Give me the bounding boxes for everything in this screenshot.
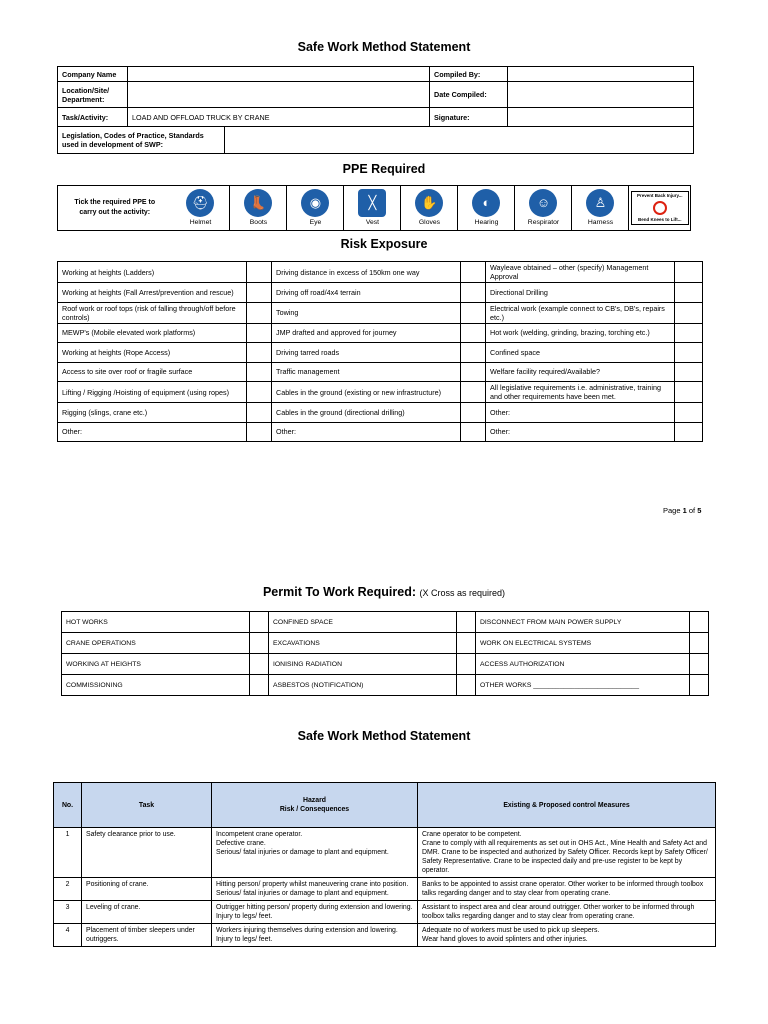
risk-checkbox[interactable] bbox=[675, 382, 703, 403]
harness-icon: ♙ bbox=[586, 189, 614, 217]
permit-item: CRANE OPERATIONS bbox=[62, 633, 250, 654]
ppe-item-vest[interactable] bbox=[343, 186, 400, 230]
risk-checkbox[interactable] bbox=[461, 382, 486, 403]
risk-checkbox[interactable] bbox=[675, 362, 703, 382]
row-task: Safety clearance prior to use. bbox=[82, 828, 212, 878]
permit-item: WORKING AT HEIGHTS bbox=[62, 654, 250, 675]
hazard-line: Workers injuring themselves during extension and lowering. bbox=[216, 927, 398, 934]
col-task-header: Task bbox=[82, 783, 212, 828]
ppe-panel bbox=[57, 185, 691, 231]
control-line: Crane to comply with all requirements as set out in OHS Act., Mine Health and Safety Act and DMR. Crane to be inspected and authorized by Safety Officer. Records kept by Safety Officer/ Safety Representative. Crane to be inspected daily and pre-use register to be kept by operator. bbox=[422, 840, 708, 874]
risk-checkbox[interactable] bbox=[461, 422, 486, 442]
header-fields-table bbox=[57, 66, 694, 127]
risk-item: Cables in the ground (directional drilling) bbox=[272, 403, 461, 423]
col-controls-header: Existing & Proposed control Measures bbox=[418, 783, 716, 828]
risk-row bbox=[58, 343, 703, 363]
risk-row bbox=[58, 382, 703, 403]
ppe-item-label: Boots bbox=[249, 219, 268, 226]
risk-checkbox[interactable] bbox=[675, 283, 703, 303]
helmet-icon: ⛑ bbox=[186, 189, 214, 217]
date-compiled-field[interactable] bbox=[508, 82, 694, 108]
ppe-item-boots[interactable] bbox=[229, 186, 286, 230]
risk-item: Electrical work (example connect to CB's, DB's, repairs etc.) bbox=[486, 302, 675, 323]
page-total: 5 bbox=[697, 506, 702, 515]
row-hazard bbox=[212, 901, 418, 924]
risk-checkbox[interactable] bbox=[461, 362, 486, 382]
risk-checkbox[interactable] bbox=[675, 323, 703, 343]
ppe-items bbox=[171, 186, 628, 230]
permit-checkbox[interactable] bbox=[690, 654, 709, 675]
row-controls bbox=[418, 924, 716, 947]
signature-field[interactable] bbox=[508, 108, 694, 127]
permit-checkbox[interactable] bbox=[457, 654, 476, 675]
back-sign-top: Prevent Back Injury... bbox=[637, 193, 683, 198]
table-row bbox=[54, 828, 716, 878]
risk-item: Lifting / Rigging /Hoisting of equipment (using ropes) bbox=[58, 382, 247, 403]
permit-checkbox[interactable] bbox=[690, 612, 709, 633]
page-of: of bbox=[686, 506, 698, 515]
permit-item: COMMISSIONING bbox=[62, 675, 250, 696]
ppe-item-respirator[interactable] bbox=[514, 186, 571, 230]
row-controls bbox=[418, 828, 716, 878]
row-hazard bbox=[212, 878, 418, 901]
permit-checkbox[interactable] bbox=[457, 633, 476, 654]
risk-checkbox[interactable] bbox=[461, 343, 486, 363]
location-label: Location/Site/ Department: bbox=[58, 82, 128, 108]
permit-item: HOT WORKS bbox=[62, 612, 250, 633]
permit-checkbox[interactable] bbox=[457, 612, 476, 633]
risk-checkbox[interactable] bbox=[247, 362, 272, 382]
risk-item: Other: bbox=[272, 422, 461, 442]
risk-checkbox[interactable] bbox=[461, 262, 486, 283]
risk-checkbox[interactable] bbox=[247, 422, 272, 442]
permit-note: (X Cross as required) bbox=[419, 588, 506, 598]
risk-checkbox[interactable] bbox=[247, 403, 272, 423]
risk-row bbox=[58, 323, 703, 343]
row-number: 2 bbox=[54, 878, 82, 901]
company-name-field[interactable] bbox=[128, 67, 430, 82]
row-number: 3 bbox=[54, 901, 82, 924]
permit-checkbox[interactable] bbox=[250, 633, 269, 654]
back-sign-bottom: Bend Knees to Lift... bbox=[637, 217, 682, 222]
risk-checkbox[interactable] bbox=[675, 403, 703, 423]
compiled-by-label: Compiled By: bbox=[430, 67, 508, 82]
row-task: Positioning of crane. bbox=[82, 878, 212, 901]
permit-row bbox=[62, 633, 709, 654]
risk-row bbox=[58, 283, 703, 303]
row-number: 4 bbox=[54, 924, 82, 947]
back-injury-sign bbox=[628, 186, 690, 230]
ppe-item-label: Vest bbox=[365, 219, 380, 226]
risk-row bbox=[58, 262, 703, 283]
page-number bbox=[663, 506, 701, 515]
risk-item: Working at heights (Fall Arrest/prevention and rescue) bbox=[58, 283, 247, 303]
risk-checkbox[interactable] bbox=[247, 343, 272, 363]
table-row bbox=[54, 878, 716, 901]
risk-checkbox[interactable] bbox=[461, 323, 486, 343]
permit-item: IONISING RADIATION bbox=[269, 654, 457, 675]
hazard-line: Incompetent crane operator. bbox=[216, 831, 303, 838]
risk-checkbox[interactable] bbox=[247, 382, 272, 403]
risk-item: Towing bbox=[272, 302, 461, 323]
hazard-header-line1: Hazard bbox=[303, 797, 326, 804]
hazard-line: Injury to legs/ feet. bbox=[216, 936, 273, 943]
risk-item: Access to site over roof or fragile surface bbox=[58, 362, 247, 382]
control-line: Wear hand gloves to avoid splinters and other injuries. bbox=[422, 936, 588, 943]
permit-item: DISCONNECT FROM MAIN POWER SUPPLY bbox=[476, 612, 690, 633]
hazard-line: Outrigger hitting person/ property during extension and lowering. bbox=[216, 904, 413, 911]
risk-row bbox=[58, 302, 703, 323]
table-row bbox=[54, 924, 716, 947]
risk-item: Other: bbox=[58, 422, 247, 442]
risk-item: Hot work (welding, grinding, brazing, torching etc.) bbox=[486, 323, 675, 343]
risk-checkbox[interactable] bbox=[675, 422, 703, 442]
ppe-item-eye[interactable] bbox=[286, 186, 343, 230]
hazard-line: Serious/ fatal injuries or damage to plant and equipment. bbox=[216, 890, 389, 897]
permit-checkbox[interactable] bbox=[250, 675, 269, 696]
control-line: Adequate no of workers must be used to pick up sleepers. bbox=[422, 927, 600, 934]
page-title: Safe Work Method Statement bbox=[297, 40, 471, 54]
risk-checkbox[interactable] bbox=[675, 262, 703, 283]
permit-row bbox=[62, 675, 709, 696]
ppe-item-label: Helmet bbox=[189, 219, 212, 226]
risk-checkbox[interactable] bbox=[675, 302, 703, 323]
permit-item: ACCESS AUTHORIZATION bbox=[476, 654, 690, 675]
risk-checkbox[interactable] bbox=[247, 302, 272, 323]
risk-item: Driving distance in excess of 150km one way bbox=[272, 262, 461, 283]
risk-item: Confined space bbox=[486, 343, 675, 363]
page-current: 1 bbox=[682, 506, 687, 515]
risk-row bbox=[58, 422, 703, 442]
risk-item: Directional Drilling bbox=[486, 283, 675, 303]
ppe-item-label: Respirator bbox=[527, 219, 560, 226]
boots-icon: 👢 bbox=[244, 189, 272, 217]
row-task: Placement of timber sleepers under outriggers. bbox=[82, 924, 212, 947]
risk-item: All legislative requirements i.e. administrative, training and other requirements have been met. bbox=[486, 382, 675, 403]
ppe-instruction: Tick the required PPE to carry out the activity: bbox=[74, 199, 156, 216]
ppe-item-hearing[interactable] bbox=[457, 186, 514, 230]
risk-item: Rigging (slings, crane etc.) bbox=[58, 403, 247, 423]
ppe-item-label: Eye bbox=[309, 219, 322, 226]
permit-table bbox=[61, 611, 709, 696]
risk-item: Driving tarred roads bbox=[272, 343, 461, 363]
table-row bbox=[54, 901, 716, 924]
row-task: Leveling of crane. bbox=[82, 901, 212, 924]
permit-checkbox[interactable] bbox=[690, 675, 709, 696]
risk-checkbox[interactable] bbox=[247, 283, 272, 303]
ear-protection-icon: ◐ bbox=[472, 189, 500, 217]
risk-checkbox[interactable] bbox=[461, 403, 486, 423]
page-prefix: Page bbox=[663, 506, 683, 515]
risk-item: Welfare facility required/Available? bbox=[486, 362, 675, 382]
risk-title: Risk Exposure bbox=[340, 237, 428, 251]
vest-icon: ╳ bbox=[358, 189, 386, 217]
permit-row bbox=[62, 612, 709, 633]
company-name-label: Company Name bbox=[58, 67, 128, 82]
task-activity-value: LOAD AND OFFLOAD TRUCK BY CRANE bbox=[128, 108, 430, 127]
permit-checkbox[interactable] bbox=[690, 633, 709, 654]
permit-checkbox[interactable] bbox=[250, 654, 269, 675]
control-line: Banks to be appointed to assist crane operator. Other worker to be informed through toolbox talks regarding danger and to stay clear from operating crane. bbox=[422, 881, 704, 897]
permit-item: OTHER WORKS ____________________________ bbox=[476, 675, 690, 696]
risk-checkbox[interactable] bbox=[675, 343, 703, 363]
hazard-line: Defective crane. bbox=[216, 840, 266, 847]
legislation-field[interactable] bbox=[225, 127, 694, 154]
sws-title: Safe Work Method Statement bbox=[297, 729, 471, 743]
ppe-item-label: Harness bbox=[587, 219, 614, 226]
permit-item: WORK ON ELECTRICAL SYSTEMS bbox=[476, 633, 690, 654]
risk-item: Driving off road/4x4 terrain bbox=[272, 283, 461, 303]
signature-label: Signature: bbox=[430, 108, 508, 127]
risk-row bbox=[58, 403, 703, 423]
control-line: Crane operator to be competent. bbox=[422, 831, 522, 838]
ppe-item-harness[interactable] bbox=[571, 186, 628, 230]
risk-checkbox[interactable] bbox=[461, 302, 486, 323]
permit-item: EXCAVATIONS bbox=[269, 633, 457, 654]
ppe-item-helmet[interactable] bbox=[171, 186, 229, 230]
row-controls bbox=[418, 901, 716, 924]
risk-item: Other: bbox=[486, 403, 675, 423]
ppe-item-label: Gloves bbox=[418, 219, 441, 226]
permit-checkbox[interactable] bbox=[457, 675, 476, 696]
ppe-item-gloves[interactable] bbox=[400, 186, 457, 230]
control-line: Assistant to inspect area and clear around outrigger. Other worker to be informed through toolbox talks regarding danger and to stay clear from operating crane. bbox=[422, 904, 695, 920]
legislation-table bbox=[57, 126, 694, 154]
goggles-icon: ◉ bbox=[301, 189, 329, 217]
risk-exposure-table bbox=[57, 261, 703, 442]
gloves-icon: ✋ bbox=[415, 189, 443, 217]
row-number: 1 bbox=[54, 828, 82, 878]
permit-item: ASBESTOS (NOTIFICATION) bbox=[269, 675, 457, 696]
risk-checkbox[interactable] bbox=[247, 323, 272, 343]
compiled-by-field[interactable] bbox=[508, 67, 694, 82]
risk-item: Wayleave obtained – other (specify) Management Approval bbox=[486, 262, 675, 283]
risk-item: Cables in the ground (existing or new infrastructure) bbox=[272, 382, 461, 403]
ppe-title: PPE Required bbox=[342, 162, 426, 176]
permit-row bbox=[62, 654, 709, 675]
risk-item: Roof work or roof tops (risk of falling through/off before controls) bbox=[58, 302, 247, 323]
risk-checkbox[interactable] bbox=[247, 262, 272, 283]
risk-checkbox[interactable] bbox=[461, 283, 486, 303]
risk-item: Working at heights (Rope Access) bbox=[58, 343, 247, 363]
permit-item: CONFINED SPACE bbox=[269, 612, 457, 633]
row-controls bbox=[418, 878, 716, 901]
risk-item: MEWP's (Mobile elevated work platforms) bbox=[58, 323, 247, 343]
row-hazard bbox=[212, 924, 418, 947]
respirator-icon: ☺ bbox=[529, 189, 557, 217]
risk-item: Working at heights (Ladders) bbox=[58, 262, 247, 283]
risk-item: JMP drafted and approved for journey bbox=[272, 323, 461, 343]
permit-heading bbox=[0, 583, 768, 601]
permit-title: Permit To Work Required: bbox=[262, 585, 420, 599]
location-field[interactable] bbox=[128, 82, 430, 108]
hazard-line: Injury to legs/ feet. bbox=[216, 913, 273, 920]
sws-table bbox=[53, 782, 716, 947]
hazard-line: Serious/ fatal injuries or damage to plant and equipment. bbox=[216, 849, 389, 856]
ppe-item-label: Hearing bbox=[474, 219, 499, 226]
col-no-header: No. bbox=[54, 783, 82, 828]
risk-item: Traffic management bbox=[272, 362, 461, 382]
hazard-header-line2: Risk / Consequences bbox=[279, 806, 350, 813]
risk-item: Other: bbox=[486, 422, 675, 442]
risk-row bbox=[58, 362, 703, 382]
hazard-line: Hitting person/ property whilst maneuvering crane into position. bbox=[216, 881, 409, 888]
date-compiled-label: Date Compiled: bbox=[430, 82, 508, 108]
no-bending-icon bbox=[653, 201, 667, 215]
permit-checkbox[interactable] bbox=[250, 612, 269, 633]
legislation-label: Legislation, Codes of Practice, Standards used in development of SWP: bbox=[58, 127, 225, 154]
row-hazard bbox=[212, 828, 418, 878]
col-hazard-header bbox=[212, 783, 418, 828]
task-activity-label: Task/Activity: bbox=[58, 108, 128, 127]
